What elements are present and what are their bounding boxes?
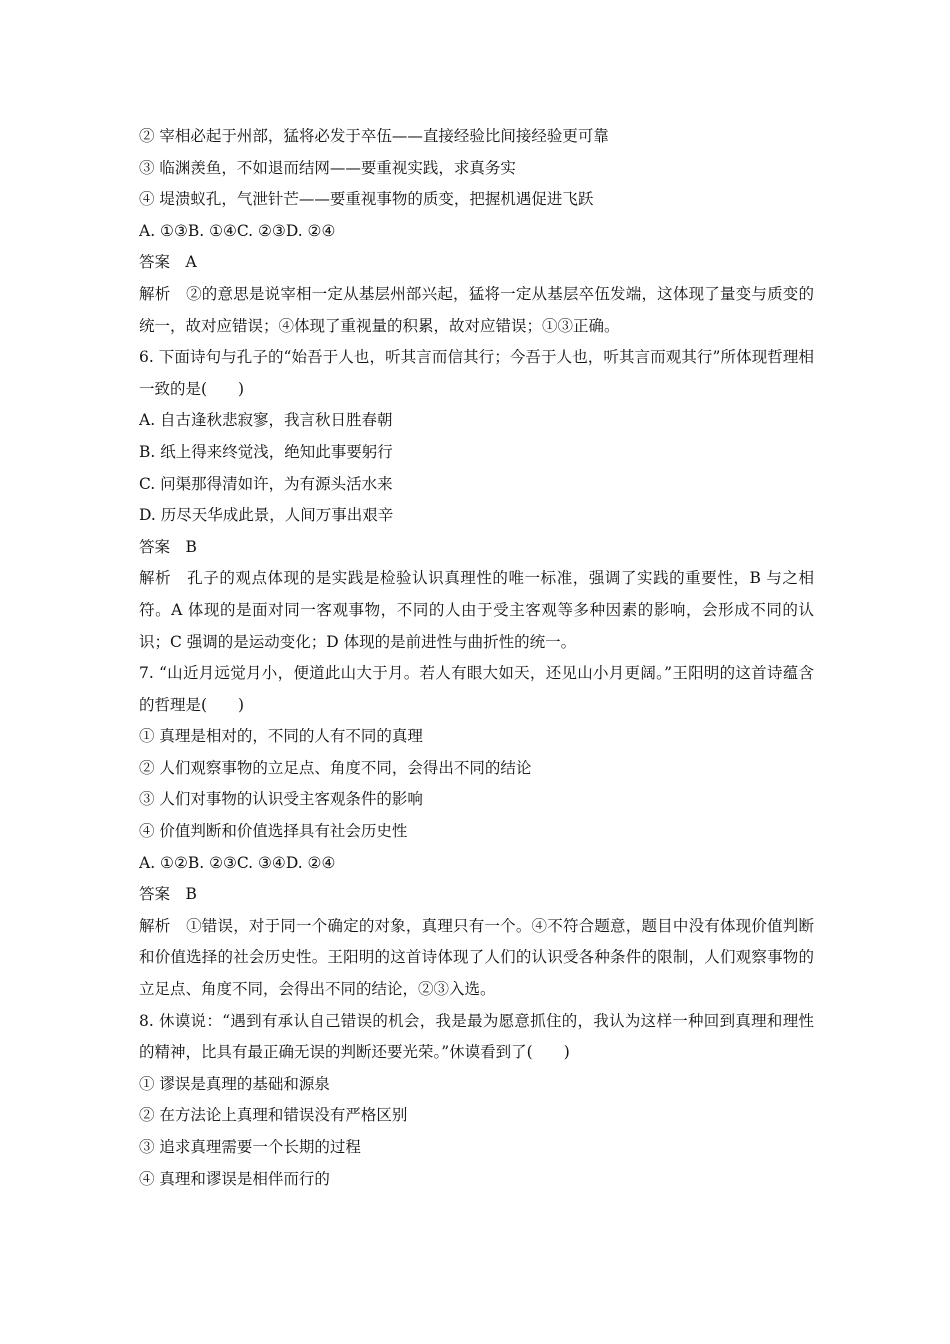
q5-options: A. ①③B. ①④C. ②③D. ②④ <box>139 221 336 240</box>
q5-item-2: ② 宰相必起于州部，猛将必发于卒伍——直接经验比间接经验更可靠 <box>139 127 609 145</box>
q8-stem: 8. 休谟说：“遇到有承认自己错误的机会，我是最为愿意抓住的，我认为这样一种回到真理和理性的精神，比具有最正确无误的判断还要光荣。”休谟看到了( ) <box>139 1011 814 1062</box>
q6-analysis: 解析 孔子的观点体现的是实践是检验认识真理性的唯一标准，强调了实践的重要性，B 与之相符。A 体现的是面对同一客观事物，不同的人由于受主客观等多种因素的影响，会形成不同的认识；C 强调的是运动变化；D 体现的是前进性与曲折性的统一。 <box>139 569 814 651</box>
q5-answer: 答案 A <box>139 253 197 272</box>
document-page <box>139 121 814 1195</box>
q8-item-4: ④ 真理和谬误是相伴而行的 <box>139 1169 330 1188</box>
q7-options: A. ①②B. ②③C. ③④D. ②④ <box>139 853 336 872</box>
q6-option-b: B. 纸上得来终觉浅，绝知此事要躬行 <box>139 442 393 461</box>
q8-item-3: ③ 追求真理需要一个长期的过程 <box>139 1138 361 1156</box>
q7-item-4: ④ 价值判断和价值选择具有社会历史性 <box>139 822 408 841</box>
q8-item-2: ② 在方法论上真理和错误没有严格区别 <box>139 1106 408 1125</box>
q6-stem: 6. 下面诗句与孔子的“始吾于人也，听其言而信其行；今吾于人也，听其言而观其行”所体现哲理相一致的是( ) <box>139 348 814 398</box>
q6-option-a: A. 自古逢秋悲寂寥，我言秋日胜春朝 <box>139 411 393 430</box>
q7-stem: 7. “山近月远觉月小，便道此山大于月。若人有眼大如天，还见山小月更阔。”王阳明的这首诗蕴含的哲理是( ) <box>139 664 814 714</box>
q7-answer: 答案 B <box>139 885 197 904</box>
q7-analysis: 解析 ①错误，对于同一个确定的对象，真理只有一个。④不符合题意，题目中没有体现价值判断和价值选择的社会历史性。王阳明的这首诗体现了人们的认识受各种条件的限制，人们观察事物的立足点、角度不同，会得出不同的结论，②③入选。 <box>139 916 814 999</box>
q7-item-3: ③ 人们对事物的认识受主客观条件的影响 <box>139 790 423 809</box>
q5-item-4: ④ 堤溃蚁孔，气泄针芒——要重视事物的质变，把握机遇促进飞跃 <box>139 190 594 209</box>
q8-item-1: ① 谬误是真理的基础和源泉 <box>139 1074 330 1093</box>
q7-item-1: ① 真理是相对的，不同的人有不同的真理 <box>139 727 423 746</box>
q5-item-3: ③ 临渊羡鱼，不如退而结网——要重视实践，求真务实 <box>139 158 516 177</box>
q6-option-c: C. 问渠那得清如许，为有源头活水来 <box>139 474 393 493</box>
q5-analysis: 解析 ②的意思是说宰相一定从基层州部兴起，猛将一定从基层卒伍发端，这体现了量变与质变的统一，故对应错误；④体现了重视量的积累，故对应错误；①③正确。 <box>139 284 814 335</box>
q6-answer: 答案 B <box>139 537 197 556</box>
q7-item-2: ② 人们观察事物的立足点、角度不同，会得出不同的结论 <box>139 758 532 777</box>
q6-option-d: D. 历尽天华成此景，人间万事出艰辛 <box>139 506 394 525</box>
